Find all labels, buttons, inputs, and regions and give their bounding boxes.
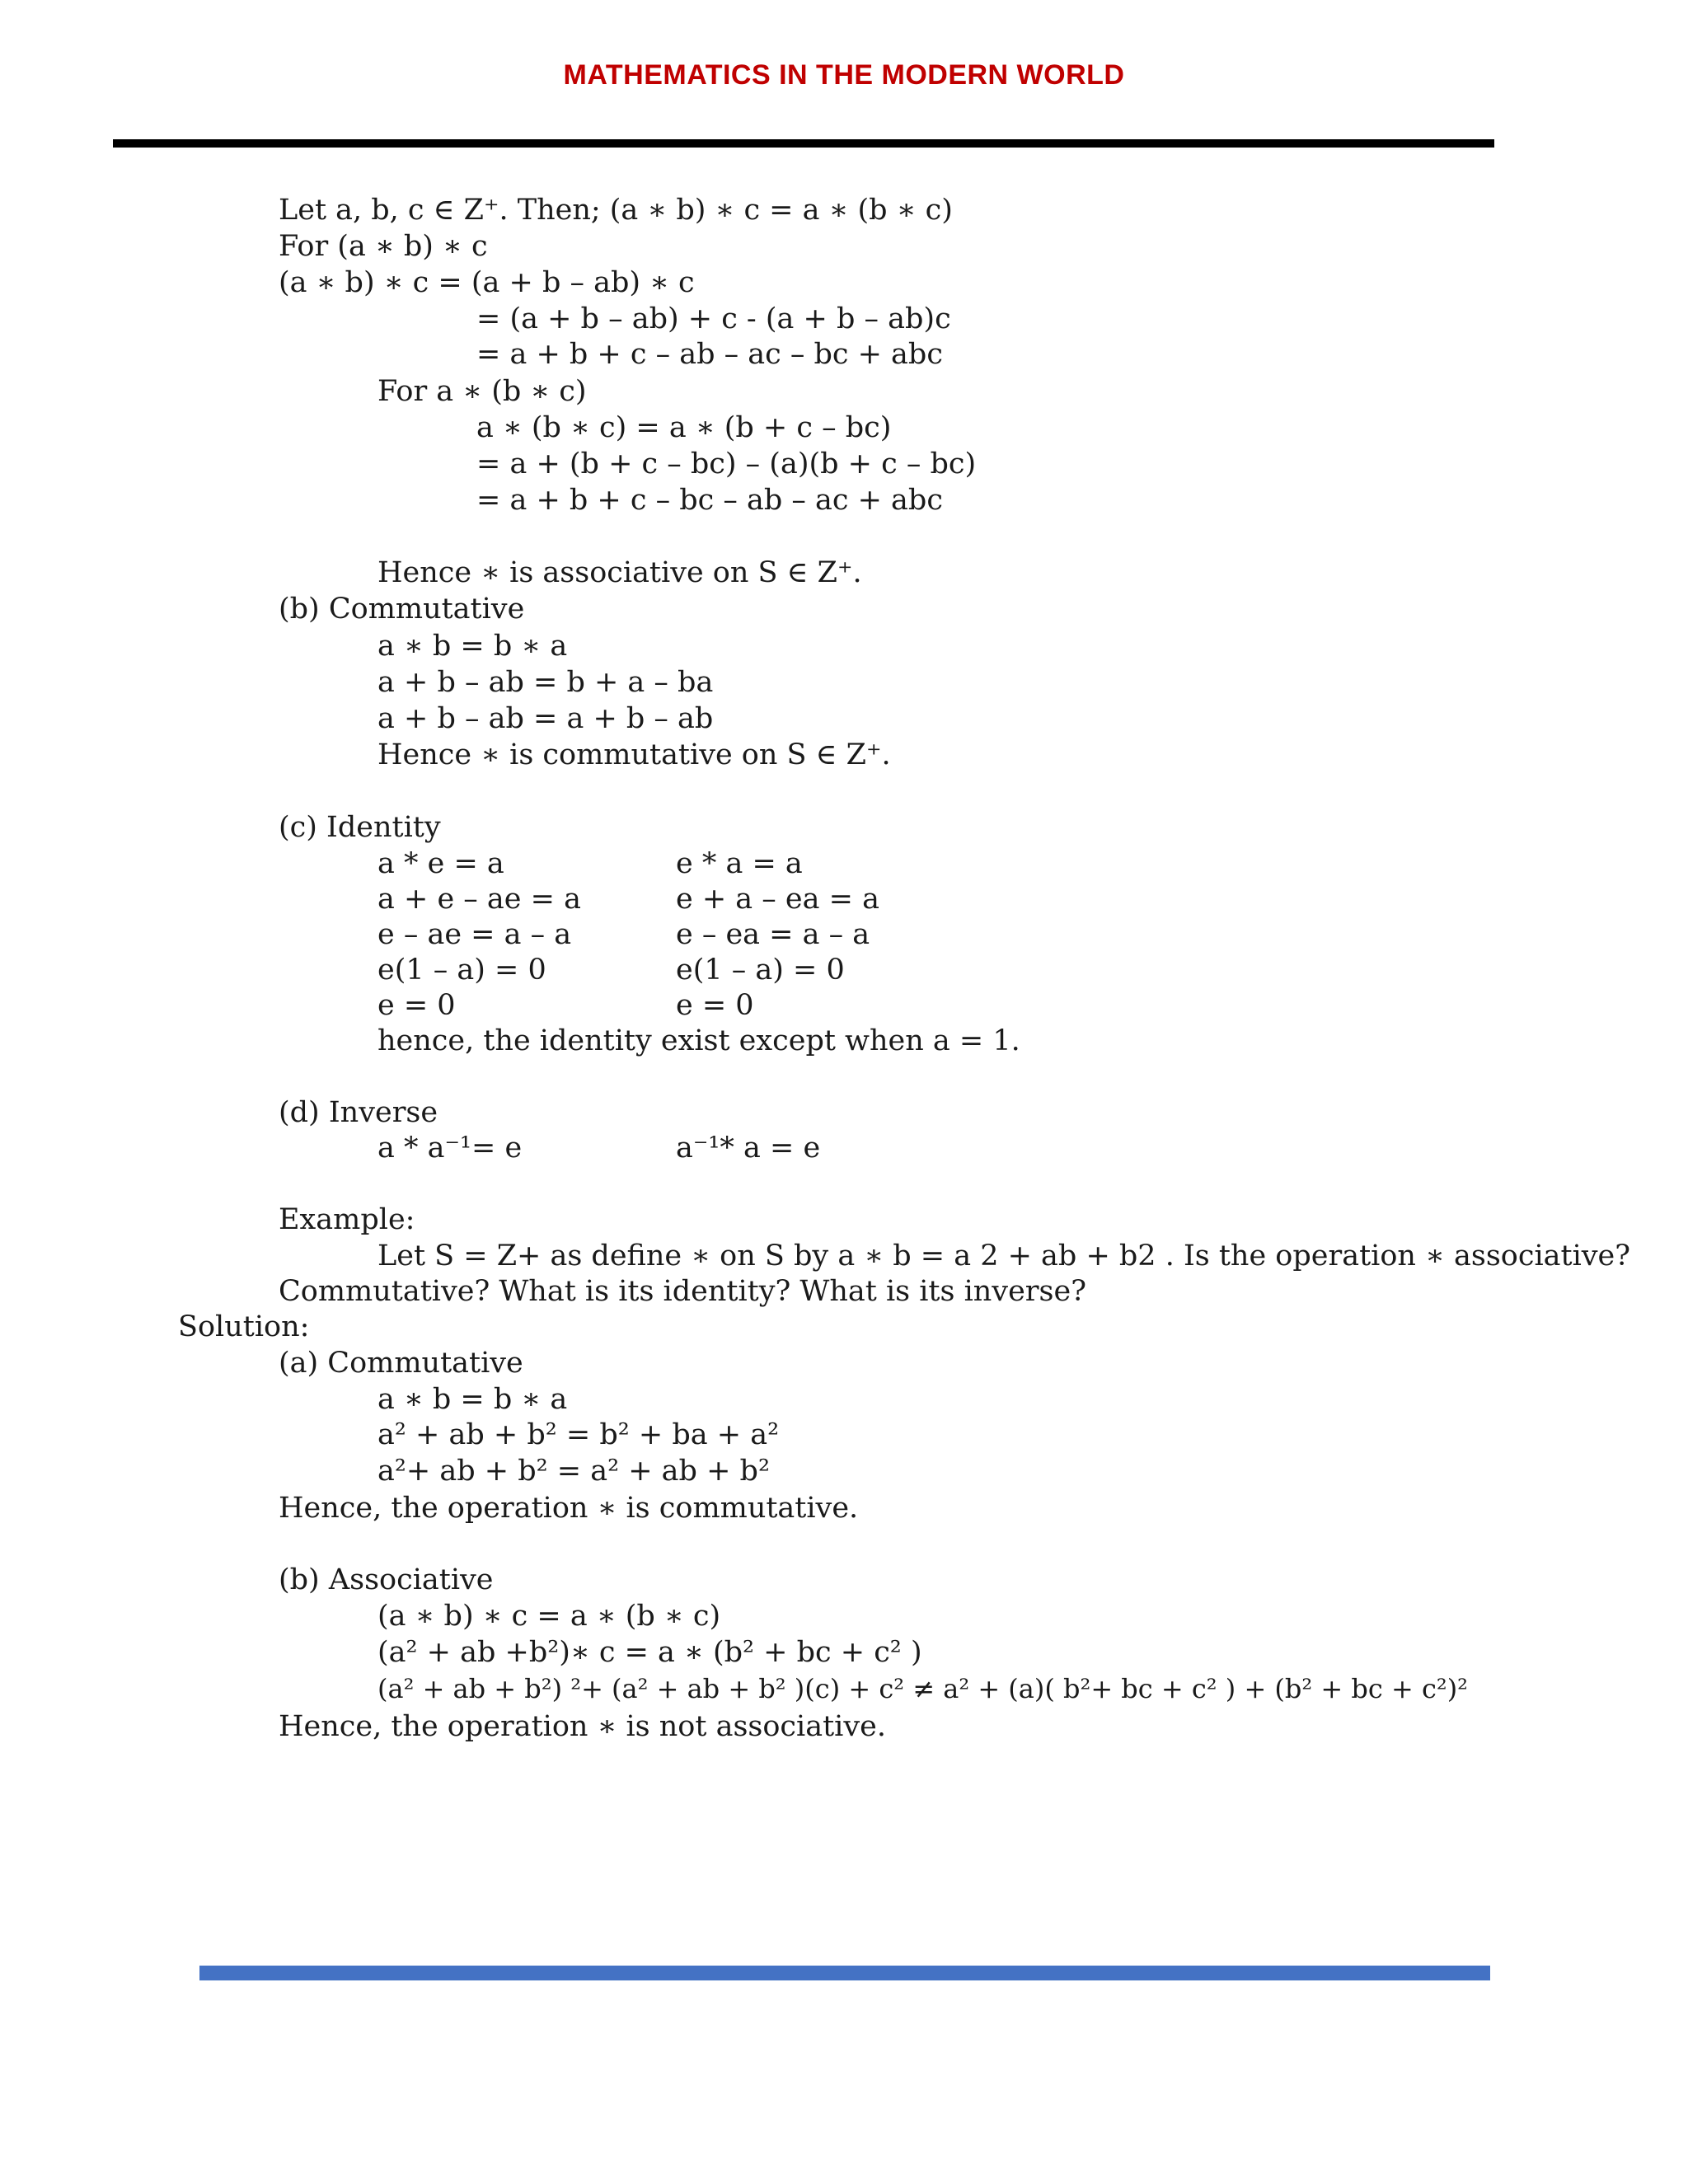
solution-commutative-heading: (a) Commutative (279, 1347, 523, 1380)
example-label: Example: (279, 1203, 415, 1236)
solution-associative-line-1: (a ∗ b) ∗ c = a ∗ (b ∗ c) (377, 1600, 721, 1633)
page-header-title: MATHEMATICS IN THE MODERN WORLD (563, 59, 1125, 91)
solution-label: Solution: (178, 1310, 310, 1343)
identity-right-3: e – ea = a – a (676, 918, 870, 951)
identity-left-1: a * e = a (377, 847, 504, 880)
example-line-2: Commutative? What is its identity? What is its inverse? (279, 1275, 1086, 1308)
assoc-line-7: a ∗ (b ∗ c) = a ∗ (b + c – bc) (476, 411, 892, 444)
commutative-line-1: a ∗ b = b ∗ a (377, 630, 568, 663)
solution-commutative-conclusion: Hence, the operation ∗ is commutative. (279, 1492, 859, 1525)
identity-left-3: e – ae = a – a (377, 918, 572, 951)
assoc-line-3: (a ∗ b) ∗ c = (a + b – ab) ∗ c (279, 266, 695, 299)
example-line-1: Let S = Z+ as define ∗ on S by a ∗ b = a 2 + ab + b2 . Is the operation ∗ associative? (377, 1240, 1631, 1272)
solution-commutative-line-1: a ∗ b = b ∗ a (377, 1383, 568, 1416)
assoc-line-8: = a + (b + c – bc) – (a)(b + c – bc) (476, 448, 977, 480)
identity-right-4: e(1 – a) = 0 (676, 954, 845, 987)
identity-right-2: e + a – ea = a (676, 883, 879, 916)
assoc-line-2: For (a ∗ b) ∗ c (279, 230, 488, 263)
assoc-conclusion: Hence ∗ is associative on S ∈ Z⁺. (377, 556, 862, 589)
inverse-left: a * a⁻¹= e (377, 1132, 523, 1165)
identity-left-2: a + e – ae = a (377, 883, 581, 916)
identity-right-1: e * a = a (676, 847, 803, 880)
inverse-right: a⁻¹* a = e (676, 1132, 821, 1165)
commutative-conclusion: Hence ∗ is commutative on S ∈ Z⁺. (377, 738, 891, 771)
assoc-line-6: For a ∗ (b ∗ c) (377, 375, 587, 408)
assoc-line-4: = (a + b – ab) + c - (a + b – ab)c (476, 302, 951, 335)
footer-rule (199, 1966, 1490, 1980)
inverse-heading: (d) Inverse (279, 1096, 438, 1129)
commutative-line-2: a + b – ab = b + a – ba (377, 666, 714, 699)
solution-associative-conclusion: Hence, the operation ∗ is not associative. (279, 1710, 886, 1743)
assoc-line-1: Let a, b, c ∈ Z⁺. Then; (a ∗ b) ∗ c = a ∗ (b ∗ c) (279, 194, 953, 227)
commutative-line-3: a + b – ab = a + b – ab (377, 702, 714, 735)
identity-left-4: e(1 – a) = 0 (377, 954, 546, 987)
solution-commutative-line-3: a²+ ab + b² = a² + ab + b² (377, 1455, 770, 1488)
identity-conclusion: hence, the identity exist except when a = 1. (377, 1024, 1020, 1057)
identity-left-5: e = 0 (377, 989, 456, 1022)
solution-commutative-line-2: a² + ab + b² = b² + ba + a² (377, 1418, 780, 1451)
solution-associative-line-3: (a² + ab + b²) ²+ (a² + ab + b² )(c) + c² ≠ a² + (a)( b²+ bc + c² ) + (b² + bc + c²)² (377, 1673, 1468, 1704)
assoc-line-9: = a + b + c – bc – ab – ac + abc (476, 484, 943, 517)
header-rule (113, 139, 1494, 148)
solution-associative-line-2: (a² + ab +b²)∗ c = a ∗ (b² + bc + c² ) (377, 1636, 922, 1669)
identity-heading: (c) Identity (279, 811, 441, 844)
assoc-line-5: = a + b + c – ab – ac – bc + abc (476, 338, 943, 371)
commutative-heading: (b) Commutative (279, 593, 525, 626)
identity-right-5: e = 0 (676, 989, 754, 1022)
solution-associative-heading: (b) Associative (279, 1563, 494, 1596)
